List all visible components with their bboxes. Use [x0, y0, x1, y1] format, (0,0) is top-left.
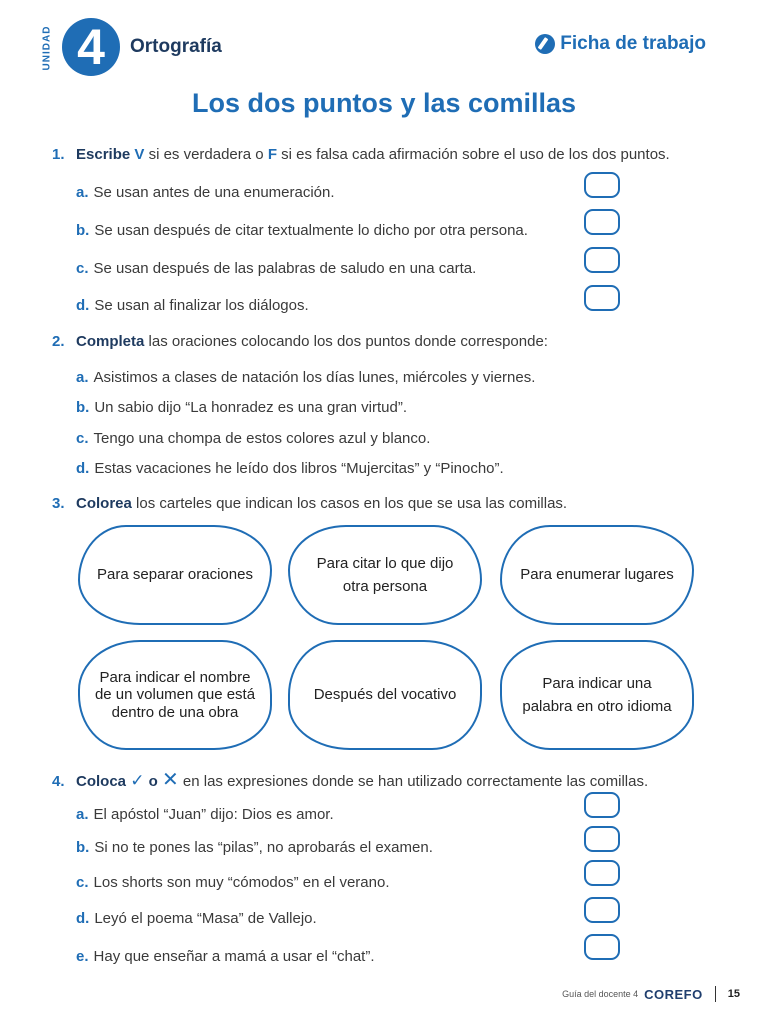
- question-text: en las expresiones donde se han utilizado correctamente las comillas.: [182, 773, 649, 790]
- item-letter: b.: [76, 399, 90, 416]
- cartel-text: Para separar oraciones: [97, 566, 253, 584]
- cartel-text: Para indicar una palabra en otro idioma: [522, 674, 672, 715]
- item-letter: d.: [76, 910, 90, 927]
- question-connector: o: [148, 773, 158, 790]
- question-number: 2.: [52, 333, 65, 350]
- item-letter: e.: [76, 948, 89, 965]
- item-text: El apóstol “Juan” dijo: Dios es amor.: [93, 806, 334, 823]
- question-4: [52, 767, 648, 792]
- check-icon: ✓: [130, 771, 145, 790]
- true-letter: V: [134, 146, 145, 163]
- question-text: si es falsa cada afirmación sobre el uso de los dos puntos.: [281, 146, 670, 163]
- footer-divider: [715, 986, 716, 1002]
- q2-item-a: [76, 369, 535, 386]
- q4-item-e: [76, 948, 375, 965]
- q4-item-a: [76, 806, 334, 823]
- answer-box-q1-c[interactable]: [584, 247, 620, 273]
- item-letter: c.: [76, 874, 89, 891]
- cartel-text: Después del vocativo: [313, 686, 457, 704]
- item-letter: b.: [76, 839, 90, 856]
- question-keyword: Completa: [76, 333, 145, 350]
- cartel-text: Para enumerar lugares: [520, 566, 674, 584]
- item-text: Los shorts son muy “cómodos” en el verano.: [93, 874, 390, 891]
- cartel-card[interactable]: [500, 640, 694, 750]
- item-text: Se usan después de citar textualmente lo dicho por otra persona.: [94, 222, 528, 239]
- question-text: si es verdadera o: [148, 146, 264, 163]
- cartel-card[interactable]: [78, 640, 272, 750]
- item-letter: d.: [76, 297, 90, 314]
- question-number: 1.: [52, 146, 65, 163]
- cartel-card[interactable]: [288, 525, 482, 625]
- pencil-icon: [535, 34, 555, 54]
- q2-item-b: [76, 399, 407, 416]
- item-text: Un sabio dijo “La honradez es una gran virtud”.: [94, 399, 408, 416]
- answer-box-q4-e[interactable]: [584, 934, 620, 960]
- item-text: Se usan antes de una enumeración.: [93, 184, 335, 201]
- q4-item-c: [76, 874, 390, 891]
- footer-guide: Guía del docente 4: [562, 989, 639, 999]
- item-letter: c.: [76, 260, 89, 277]
- cross-icon: ✕: [161, 769, 179, 791]
- question-number: 4.: [52, 773, 65, 790]
- q2-item-c: [76, 430, 430, 447]
- q1-item-d: [76, 297, 309, 314]
- q4-item-d: [76, 910, 317, 927]
- question-keyword: Colorea: [76, 495, 132, 512]
- unit-label: UNIDAD: [41, 25, 53, 71]
- q1-item-b: [76, 222, 528, 239]
- unit-number-badge: 4: [62, 18, 120, 76]
- question-keyword: Escribe: [76, 146, 131, 163]
- q2-item-d: [76, 460, 504, 477]
- item-letter: b.: [76, 222, 90, 239]
- answer-box-q1-d[interactable]: [584, 285, 620, 311]
- cartel-text: Para citar lo que dijo otra persona: [316, 554, 454, 595]
- q1-item-c: [76, 260, 476, 277]
- item-text: Estas vacaciones he leído dos libros “Mujercitas” y “Pinocho”.: [94, 460, 504, 477]
- item-text: Se usan después de las palabras de saludo en una carta.: [93, 260, 477, 277]
- item-letter: a.: [76, 184, 89, 201]
- item-text: Asistimos a clases de natación los días lunes, miércoles y viernes.: [93, 369, 536, 386]
- item-text: Tengo una chompa de estos colores azul y blanco.: [93, 430, 431, 447]
- answer-box-q1-b[interactable]: [584, 209, 620, 235]
- page-title: Los dos puntos y las comillas: [191, 88, 577, 118]
- answer-box-q4-c[interactable]: [584, 860, 620, 886]
- question-text: los carteles que indican los casos en los que se usa las comillas.: [136, 495, 568, 512]
- item-letter: a.: [76, 369, 89, 386]
- worksheet-label-text: Ficha de trabajo: [560, 33, 706, 54]
- answer-box-q4-b[interactable]: [584, 826, 620, 852]
- cartel-card[interactable]: [500, 525, 694, 625]
- question-3: [52, 495, 567, 512]
- page-footer: [562, 986, 740, 1002]
- question-keyword: Coloca: [76, 773, 127, 790]
- answer-box-q4-d[interactable]: [584, 897, 620, 923]
- item-text: Si no te pones las “pilas”, no aprobarás el examen.: [94, 839, 433, 856]
- section-title: Ortografía: [130, 36, 222, 57]
- question-number: 3.: [52, 495, 65, 512]
- q1-item-a: [76, 184, 335, 201]
- brand-logo: COREFO: [644, 986, 703, 1002]
- worksheet-label: [535, 33, 706, 55]
- cartel-card[interactable]: [288, 640, 482, 750]
- item-letter: d.: [76, 460, 90, 477]
- item-text: Se usan al finalizar los diálogos.: [94, 297, 309, 314]
- page-number: 15: [727, 988, 740, 1000]
- item-text: Leyó el poema “Masa” de Vallejo.: [94, 910, 317, 927]
- q4-item-b: [76, 839, 433, 856]
- item-text: Hay que enseñar a mamá a usar el “chat”.: [93, 948, 375, 965]
- cartel-text: Para indicar el nombre de un volumen que está dentro de una obra: [94, 669, 256, 721]
- answer-box-q1-a[interactable]: [584, 172, 620, 198]
- cartel-card[interactable]: [78, 525, 272, 625]
- question-1: [52, 146, 670, 163]
- question-text: las oraciones colocando los dos puntos donde corresponde:: [148, 333, 548, 350]
- item-letter: c.: [76, 430, 89, 447]
- false-letter: F: [267, 146, 277, 163]
- question-2: [52, 333, 548, 350]
- answer-box-q4-a[interactable]: [584, 792, 620, 818]
- item-letter: a.: [76, 806, 89, 823]
